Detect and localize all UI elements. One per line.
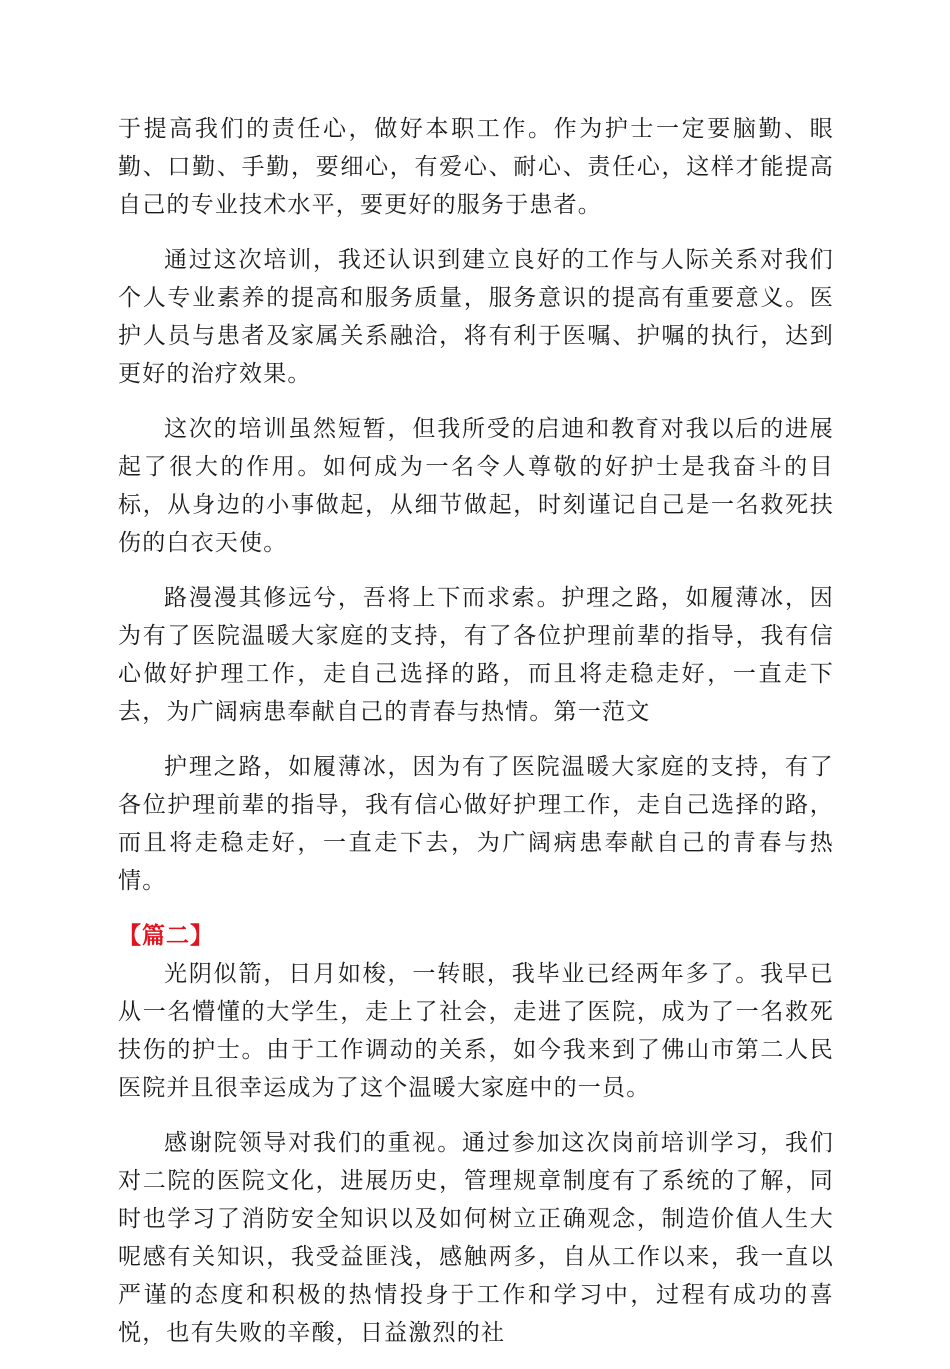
paragraph: 路漫漫其修远兮，吾将上下而求索。护理之路，如履薄冰，因为有了医院温暖大家庭的支持，有了各位护理前辈的指导，我有信心做好护理工作，走自己选择的路，而且将走稳走好，一直走下去，为广阔病患奉献自己的青春与热情。第一范文: [118, 585, 834, 725]
paragraph: 于提高我们的责任心，做好本职工作。作为护士一定要脑勤、眼勤、口勤、手勤，要细心，有爱心、耐心、责任心，这样才能提高自己的专业技术水平，要更好的服务于患者。: [118, 116, 834, 218]
paragraph: 感谢院领导对我们的重视。通过参加这次岗前培训学习，我们对二院的医院文化，进展历史，管理规章制度有了系统的了解，同时也学习了消防安全知识以及如何树立正确观念，制造价值人生大呢感有关知识，我受益匪浅，感触两多，自从工作以来，我一直以严谨的态度和积极的热情投身于工作和学习中，过程有成功的喜悦，也有失败的辛酸，日益激烈的社: [118, 1130, 834, 1346]
section-heading: 【篇二】: [118, 923, 214, 949]
document-body: [118, 110, 834, 1369]
paragraph: 护理之路，如履薄冰，因为有了医院温暖大家庭的支持，有了各位护理前辈的指导，我有信心做好护理工作，走自己选择的路，而且将走稳走好，一直走下去，为广阔病患奉献自己的青春与热情。: [118, 754, 834, 894]
paragraph: 这次的培训虽然短暂，但我所受的启迪和教育对我以后的进展起了很大的作用。如何成为一名令人尊敬的好护士是我奋斗的目标，从身边的小事做起，从细节做起，时刻谨记自己是一名救死扶伤的白衣天使。: [118, 416, 834, 556]
paragraph: 光阴似箭，日月如梭，一转眼，我毕业已经两年多了。我早已从一名懵懂的大学生，走上了社会，走进了医院，成为了一名救死扶伤的护士。由于工作调动的关系，如今我来到了佛山市第二人民医院并且很幸运成为了这个温暖大家庭中的一员。: [118, 961, 834, 1101]
paragraph: 通过这次培训，我还认识到建立良好的工作与人际关系对我们个人专业素养的提高和服务质量，服务意识的提高有重要意义。医护人员与患者及家属关系融洽，将有利于医嘱、护嘱的执行，达到更好的治疗效果。: [118, 247, 834, 387]
